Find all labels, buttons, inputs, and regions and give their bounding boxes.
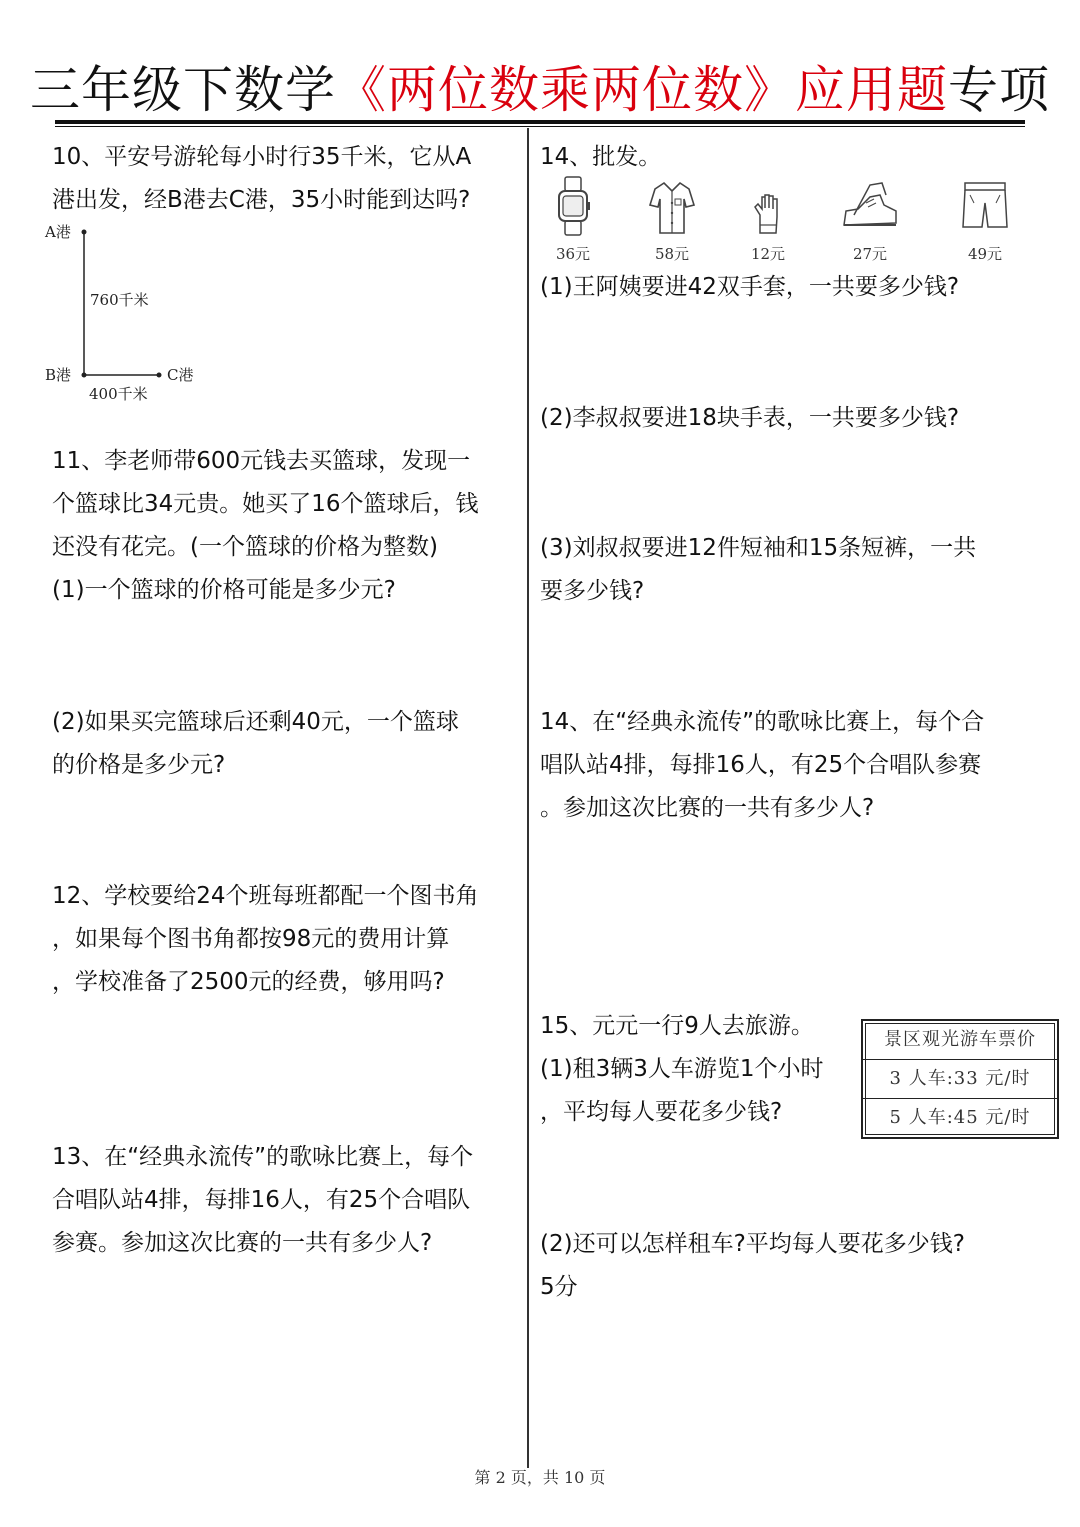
product-glove (733, 175, 803, 264)
question-14-part-3 (540, 527, 976, 613)
question-15-part-2 (540, 1223, 965, 1309)
page-footer: 第 2 页，共 10 页 (474, 1468, 606, 1487)
glove-icon (748, 175, 788, 237)
question-14-part-3-line-2: 要多少钱? (540, 578, 645, 604)
price-shoe: 27元 (852, 245, 888, 263)
price-glove: 12元 (750, 245, 786, 263)
label-c-port: C港 (167, 366, 194, 384)
title-rule-thin (55, 126, 1025, 127)
point-a (82, 230, 87, 235)
fare-row-3-seat: 3 人车:33 元/时 (863, 1059, 1057, 1098)
shirt-icon (647, 175, 697, 237)
fare-table (861, 1019, 1059, 1139)
label-b-port: B港 (45, 366, 72, 384)
question-14-part-3-line-1: (3)刘叔叔要进12件短袖和15条短裤，一共 (540, 535, 977, 561)
price-shorts: 49元 (967, 245, 1003, 263)
question-10-line-1: 10、平安号游轮每小时行35千米，它从A (52, 144, 472, 170)
question-11-part-2-line-1: (2)如果买完篮球后还剩40元，一个篮球 (52, 709, 459, 735)
title-suffix: 专项 (948, 61, 1050, 119)
question-13-line-2: 合唱队站4排，每排16人，有25个合唱队 (52, 1187, 471, 1213)
title-rule (55, 120, 1025, 124)
question-13-line-3: 参赛。参加这次比赛的一共有多少人? (52, 1230, 433, 1256)
question-15-line-1: 15、元元一行9人去旅游。 (540, 1013, 814, 1039)
shorts-icon (960, 175, 1010, 237)
question-14b-line-3: 。参加这次比赛的一共有多少人? (540, 795, 875, 821)
route-diagram (40, 220, 220, 410)
label-distance-bc: 400千米 (89, 385, 148, 403)
question-14b (540, 701, 984, 830)
question-13 (52, 1136, 473, 1265)
question-14-part-2: (2)李叔叔要进18块手表，一共要多少钱? (540, 405, 960, 431)
question-11-line-2: 个篮球比34元贵。她买了16个篮球后，钱 (52, 491, 479, 517)
price-watch: 36元 (555, 245, 591, 263)
product-watch (538, 175, 608, 264)
question-11-part-2-line-2: 的价格是多少元? (52, 752, 226, 778)
question-11 (52, 440, 479, 612)
question-11-line-4: (1)一个篮球的价格可能是多少元? (52, 577, 396, 603)
question-10-line-2: 港出发，经B港去C港，35小时能到达吗? (52, 187, 471, 213)
label-a-port: A港 (45, 223, 71, 241)
label-distance-ab: 760千米 (90, 291, 149, 309)
question-11-line-3: 还没有花完。(一个篮球的价格为整数) (52, 534, 438, 560)
point-c (157, 373, 162, 378)
question-14b-line-2: 唱队站4排，每排16人，有25个合唱队参赛 (540, 752, 982, 778)
product-shoe (835, 175, 905, 264)
product-shorts (950, 175, 1020, 264)
question-12-line-3: ，学校准备了2500元的经费，够用吗? (52, 969, 445, 995)
question-15-part-2-line-1: (2)还可以怎样租车?平均每人要花多少钱? (540, 1231, 965, 1257)
question-14b-line-1: 14、在“经典永流传”的歌咏比赛上，每个合 (540, 709, 985, 735)
question-11-part-2 (52, 701, 459, 787)
title-prefix: 三年级下数学 (30, 61, 336, 119)
question-14-part-1: (1)王阿姨要进42双手套，一共要多少钱? (540, 274, 960, 300)
product-row (535, 175, 1035, 270)
question-15-line-3: ，平均每人要花多少钱? (540, 1099, 783, 1125)
fare-row-5-seat: 5 人车:45 元/时 (863, 1098, 1057, 1137)
product-shirt (637, 175, 707, 264)
question-12-line-2: ，如果每个图书角都按98元的费用计算 (52, 926, 450, 952)
question-13-line-1: 13、在“经典永流传”的歌咏比赛上，每个 (52, 1144, 474, 1170)
page-title (0, 58, 1080, 122)
question-15-line-2: (1)租3辆3人车游览1个小时 (540, 1056, 824, 1082)
question-12-line-1: 12、学校要给24个班每班都配一个图书角 (52, 883, 479, 909)
shoe-icon (840, 175, 900, 237)
question-15-part-2-score: 5分 (540, 1274, 578, 1300)
title-highlight: 《两位数乘两位数》应用题 (336, 61, 948, 119)
column-divider (527, 128, 529, 1468)
question-11-line-1: 11、李老师带600元钱去买篮球，发现一 (52, 448, 471, 474)
price-shirt: 58元 (654, 245, 690, 263)
point-b (82, 373, 87, 378)
fare-table-header: 景区观光游车票价 (884, 1029, 1036, 1050)
question-15 (540, 1005, 823, 1134)
question-14-heading: 14、批发。 (540, 144, 662, 170)
watch-icon (553, 175, 593, 237)
question-10 (52, 136, 471, 222)
question-12 (52, 875, 479, 1004)
